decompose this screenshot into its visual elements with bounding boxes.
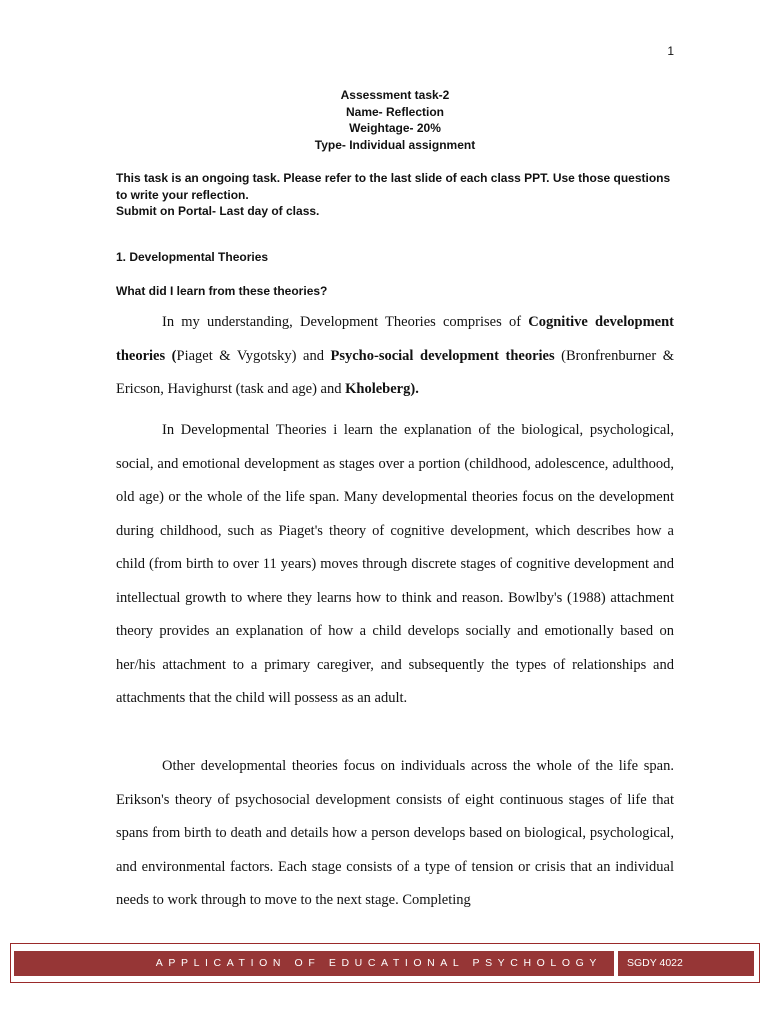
paragraph-3: Other developmental theories focus on individuals across the whole of the life span. Erikson's theory of psychosocial development consists of eight continuous stages of life that spans from birth to death and details how a person develops based on biological, psychological, and environmental factors. Each stage consists of a type of tension or crisis that an individual needs to work through to move to the next stage. Completing [116, 758, 674, 908]
assessment-name: Name- Reflection [345, 104, 445, 119]
assessment-weightage: Weightage- 20% [349, 121, 441, 135]
assessment-header [0, 87, 768, 153]
p1-text-2: Piaget & Vygotsky) and [176, 347, 331, 364]
p1-bold-kholeberg: Kholeberg). [345, 381, 419, 397]
p1-text-3: (Bronfrenburner & Ericson, Havighurst (task and age) and [116, 347, 675, 397]
p1-bold-cognitive: Cognitive development theories ( [116, 314, 674, 364]
instructions-text: This task is an ongoing task. Please refer to the last slide of each class PPT. Use those questions to write your reflection. [116, 171, 671, 202]
footer-course-code: SGDY 4022 [618, 951, 754, 976]
submission-note: Submit on Portal- Last day of class. [116, 204, 320, 218]
paragraph-2: In Developmental Theories i learn the explanation of the biological, psychological, social, and emotional development as stages over a portion (childhood, adolescence, adulthood, old age) or the whole of the life span. Many developmental theories focus on the development during childhood, such as Piaget's theory of cognitive development, which describes how a child (from birth to over 11 years) moves through discrete stages of cognitive development and intellectual growth to where they learns how to think and reason. Bowlby's (1988) attachment theory provides an explanation of how a child develops socially and emotionally based on her/his attachment to a primary caregiver, and subsequently the types of relationships and attachments that the child will possess as an adult. [116, 422, 674, 706]
assessment-type: Type- Individual assignment [314, 137, 476, 152]
paragraph-1 [116, 306, 674, 407]
footer-course-title: APPLICATION OF EDUCATIONAL PSYCHOLOGY [14, 951, 614, 976]
section-heading: 1. Developmental Theories [116, 250, 269, 264]
p1-text-1: In my understanding, Development Theories comprises of [162, 314, 529, 330]
p1-bold-psychosocial: Psycho-social development theories [330, 347, 555, 364]
section-question: What did I learn from these theories? [116, 284, 328, 298]
page-number: 1 [667, 44, 674, 58]
assessment-title: Assessment task-2 [340, 88, 450, 102]
task-instructions [116, 170, 676, 220]
